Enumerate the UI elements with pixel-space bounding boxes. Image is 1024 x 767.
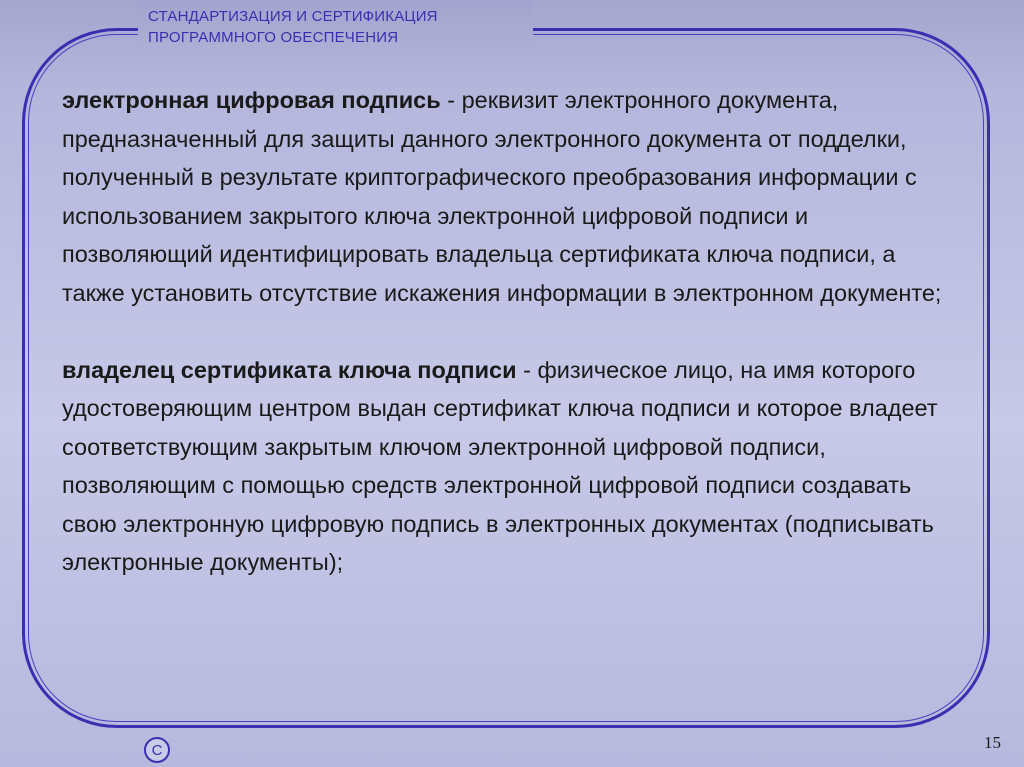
definition-term: владелец сертификата ключа подписи — [62, 356, 517, 383]
slide-header — [148, 6, 438, 48]
page-number: 15 — [984, 733, 1001, 752]
header-line-1: СТАНДАРТИЗАЦИЯ И СЕРТИФИКАЦИЯ — [148, 8, 438, 25]
definition-paragraph — [62, 81, 962, 312]
definition-term: электронная цифровая подпись — [62, 87, 441, 113]
definition-text: - физическое лицо, на имя которого удостоверяющим центром выдан сертификат ключа подписи и которое владеет соответствующим закрытым ключом электронной цифровой подписи, позволяющим с помощью средств электронной цифровой подписи создавать свою электронную цифровую подпись в электронных документах (подписывать электронные документы); — [62, 356, 938, 575]
slide-content — [62, 81, 962, 582]
header-line-2: ПРОГРАММНОГО ОБЕСПЕЧЕНИЯ — [148, 29, 399, 46]
definition-text: - реквизит электронного документа, предназначенный для защиты данного электронного документа от подделки, полученный в результате криптографического преобразования информации с использованием закрытого ключа электронной цифровой подписи и позволяющий идентифицировать владельца сертификата ключа подписи, а также установить отсутствие искажения информации в электронном документе; — [62, 87, 942, 306]
copyright-icon: C — [144, 737, 170, 763]
definition-paragraph — [62, 351, 962, 582]
